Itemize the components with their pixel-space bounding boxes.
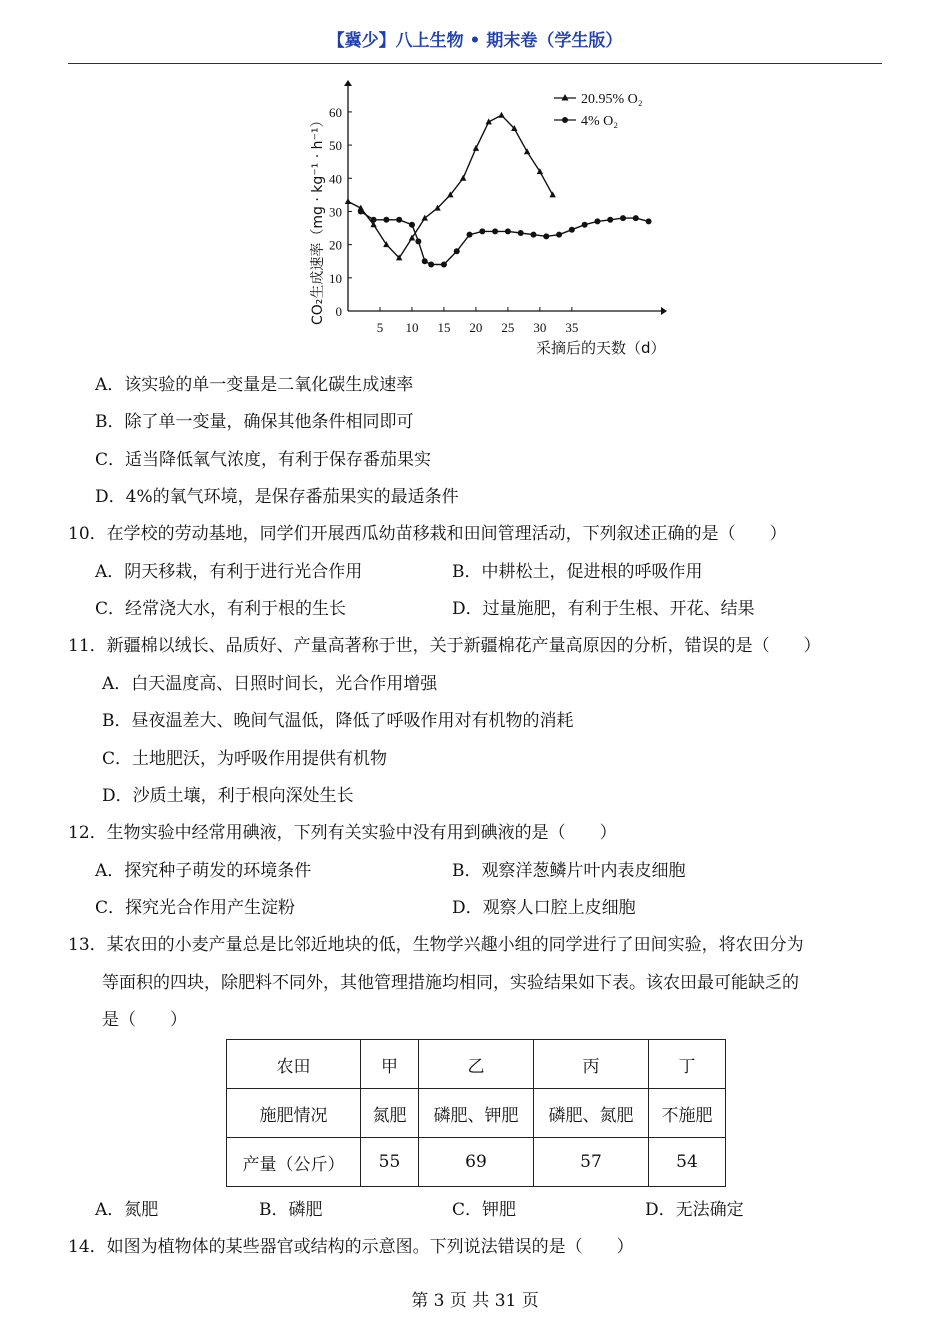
legend-label: 4% O₂ (581, 114, 619, 129)
q13-stem-line-3: 是（ ） (102, 1010, 187, 1030)
y-axis-arrow (344, 80, 352, 86)
table-row (227, 1089, 726, 1138)
data-point-circle (371, 217, 377, 223)
data-point-circle (479, 228, 485, 234)
data-point-circle (422, 258, 428, 264)
data-point-triangle (498, 112, 504, 118)
table-cell: 施肥情况 (227, 1089, 361, 1138)
q11-option-b[interactable]: B．昼夜温差大、晚间气温低，降低了呼吸作用对有机物的消耗 (102, 711, 574, 731)
q10-stem: 10．在学校的劳动基地，同学们开展西瓜幼苗移栽和田间管理活动，下列叙述正确的是（ ） (68, 524, 787, 544)
co2-rate-chart (300, 80, 690, 360)
table-cell: 57 (534, 1138, 649, 1187)
q10-option-a[interactable]: A．阴天移栽，有利于进行光合作用 (95, 562, 363, 582)
data-point-circle (492, 228, 498, 234)
data-point-circle (383, 217, 389, 223)
q13-stem-line-2: 等面积的四块，除肥料不同外，其他管理措施均相同，实验结果如下表。该农田最可能缺乏的 (102, 973, 799, 993)
q11-stem: 11．新疆棉以绒长、品质好、产量高著称于世，关于新疆棉花产量高原因的分析，错误的是（ ） (68, 636, 821, 656)
table-cell: 丙 (534, 1040, 649, 1089)
q12-option-b[interactable]: B．观察洋葱鳞片叶内表皮细胞 (452, 861, 686, 881)
data-point-circle (569, 227, 575, 233)
q9-option-a[interactable]: A．该实验的单一变量是二氧化碳生成速率 (95, 375, 414, 395)
page-number: 第 3 页 共 31 页 (411, 1291, 539, 1311)
q10-option-d[interactable]: D．过量施肥，有利于生根、开花、结果 (452, 599, 755, 619)
q13-option-d[interactable]: D．无法确定 (645, 1200, 744, 1220)
y-tick-label: 10 (329, 270, 342, 286)
series-line-2 (361, 212, 649, 265)
q11-option-d[interactable]: D．沙质土壤，利于根向深处生长 (102, 786, 354, 806)
page-header: 【冀少】八上生物 • 期末卷（学生版） (327, 31, 623, 51)
table-cell: 丁 (649, 1040, 726, 1089)
data-point-circle (633, 215, 639, 221)
y-tick-label: 40 (329, 171, 342, 187)
q13-stem-line-1: 13．某农田的小麦产量总是比邻近地块的低，生物学兴趣小组的同学进行了田间实验，将农田分为 (68, 935, 804, 955)
data-point-circle (396, 217, 402, 223)
table-cell: 54 (649, 1138, 726, 1187)
q10-option-c[interactable]: C．经常浇大水，有利于根的生长 (95, 599, 347, 619)
data-point-triangle (473, 145, 479, 151)
y-tick-label: 0 (335, 304, 342, 319)
x-axis-arrow (661, 307, 667, 315)
table-cell: 磷肥、钾肥 (419, 1089, 534, 1138)
data-point-triangle (345, 198, 351, 204)
table-row (227, 1040, 726, 1089)
q10-option-b[interactable]: B．中耕松土，促进根的呼吸作用 (452, 562, 703, 582)
data-point-triangle (524, 148, 530, 154)
q13-option-b[interactable]: B．磷肥 (259, 1200, 323, 1220)
table-row (227, 1138, 726, 1187)
q11-option-c[interactable]: C．土地肥沃，为呼吸作用提供有机物 (102, 749, 388, 769)
q12-stem: 12．生物实验中经常用碘液，下列有关实验中没有用到碘液的是（ ） (68, 823, 617, 843)
x-tick-label: 30 (533, 320, 547, 335)
x-axis-label: 采摘后的天数（d） (536, 339, 666, 357)
y-tick-label: 20 (329, 237, 342, 253)
x-tick-label: 20 (469, 320, 483, 335)
fertilizer-table (226, 1039, 726, 1187)
table-cell: 甲 (361, 1040, 419, 1089)
data-point-circle (530, 232, 536, 238)
q9-option-d[interactable]: D．4%的氧气环境，是保存番茄果实的最适条件 (95, 487, 459, 507)
x-tick-label: 5 (376, 320, 384, 335)
table-cell: 氮肥 (361, 1089, 419, 1138)
y-tick-label: 30 (329, 204, 342, 220)
q13-option-a[interactable]: A．氮肥 (95, 1200, 159, 1220)
q11-option-a[interactable]: A．白天温度高、日照时间长，光合作用增强 (102, 674, 438, 694)
q12-option-c[interactable]: C．探究光合作用产生淀粉 (95, 898, 296, 918)
data-point-circle (441, 262, 447, 268)
series-line-1 (348, 115, 553, 258)
table-cell: 69 (419, 1138, 534, 1187)
y-tick-label: 50 (329, 138, 342, 154)
data-point-circle (594, 218, 600, 224)
data-point-circle (409, 222, 415, 228)
data-point-circle (415, 238, 421, 244)
table-cell: 乙 (419, 1040, 534, 1089)
data-point-circle (518, 230, 524, 236)
q12-option-a[interactable]: A．探究种子萌发的环境条件 (95, 861, 312, 881)
header-divider (68, 63, 882, 64)
legend-label: 20.95% O₂ (581, 92, 643, 107)
q14-stem: 14．如图为植物体的某些器官或结构的示意图。下列说法错误的是（ ） (68, 1237, 634, 1257)
data-point-circle (556, 232, 562, 238)
data-point-circle (428, 262, 434, 268)
legend-marker-circle (562, 117, 568, 123)
y-axis-label: CO₂生成速率（mg · kg⁻¹ · h⁻¹） (310, 113, 326, 325)
table-cell: 55 (361, 1138, 419, 1187)
y-tick-label: 60 (329, 104, 342, 120)
x-tick-label: 25 (501, 320, 515, 335)
q12-option-d[interactable]: D．观察人口腔上皮细胞 (452, 898, 636, 918)
data-point-circle (505, 228, 511, 234)
data-point-circle (582, 222, 588, 228)
q13-option-c[interactable]: C．钾肥 (452, 1200, 517, 1220)
data-point-triangle (549, 191, 555, 197)
x-tick-label: 10 (405, 320, 419, 335)
data-point-circle (607, 217, 613, 223)
data-point-circle (454, 248, 460, 254)
table-cell: 不施肥 (649, 1089, 726, 1138)
data-point-circle (543, 233, 549, 239)
table-cell: 农田 (227, 1040, 361, 1089)
data-point-triangle (460, 175, 466, 181)
legend-marker-triangle (562, 94, 569, 101)
data-point-circle (467, 232, 473, 238)
q9-option-b[interactable]: B．除了单一变量，确保其他条件相同即可 (95, 412, 414, 432)
x-tick-label: 35 (565, 320, 579, 335)
x-tick-label: 15 (437, 320, 451, 335)
q9-option-c[interactable]: C．适当降低氧气浓度，有利于保存番茄果实 (95, 450, 432, 470)
data-point-circle (646, 218, 652, 224)
table-cell: 产量（公斤） (227, 1138, 361, 1187)
data-point-circle (358, 208, 364, 214)
table-cell: 磷肥、氮肥 (534, 1089, 649, 1138)
data-point-circle (620, 215, 626, 221)
